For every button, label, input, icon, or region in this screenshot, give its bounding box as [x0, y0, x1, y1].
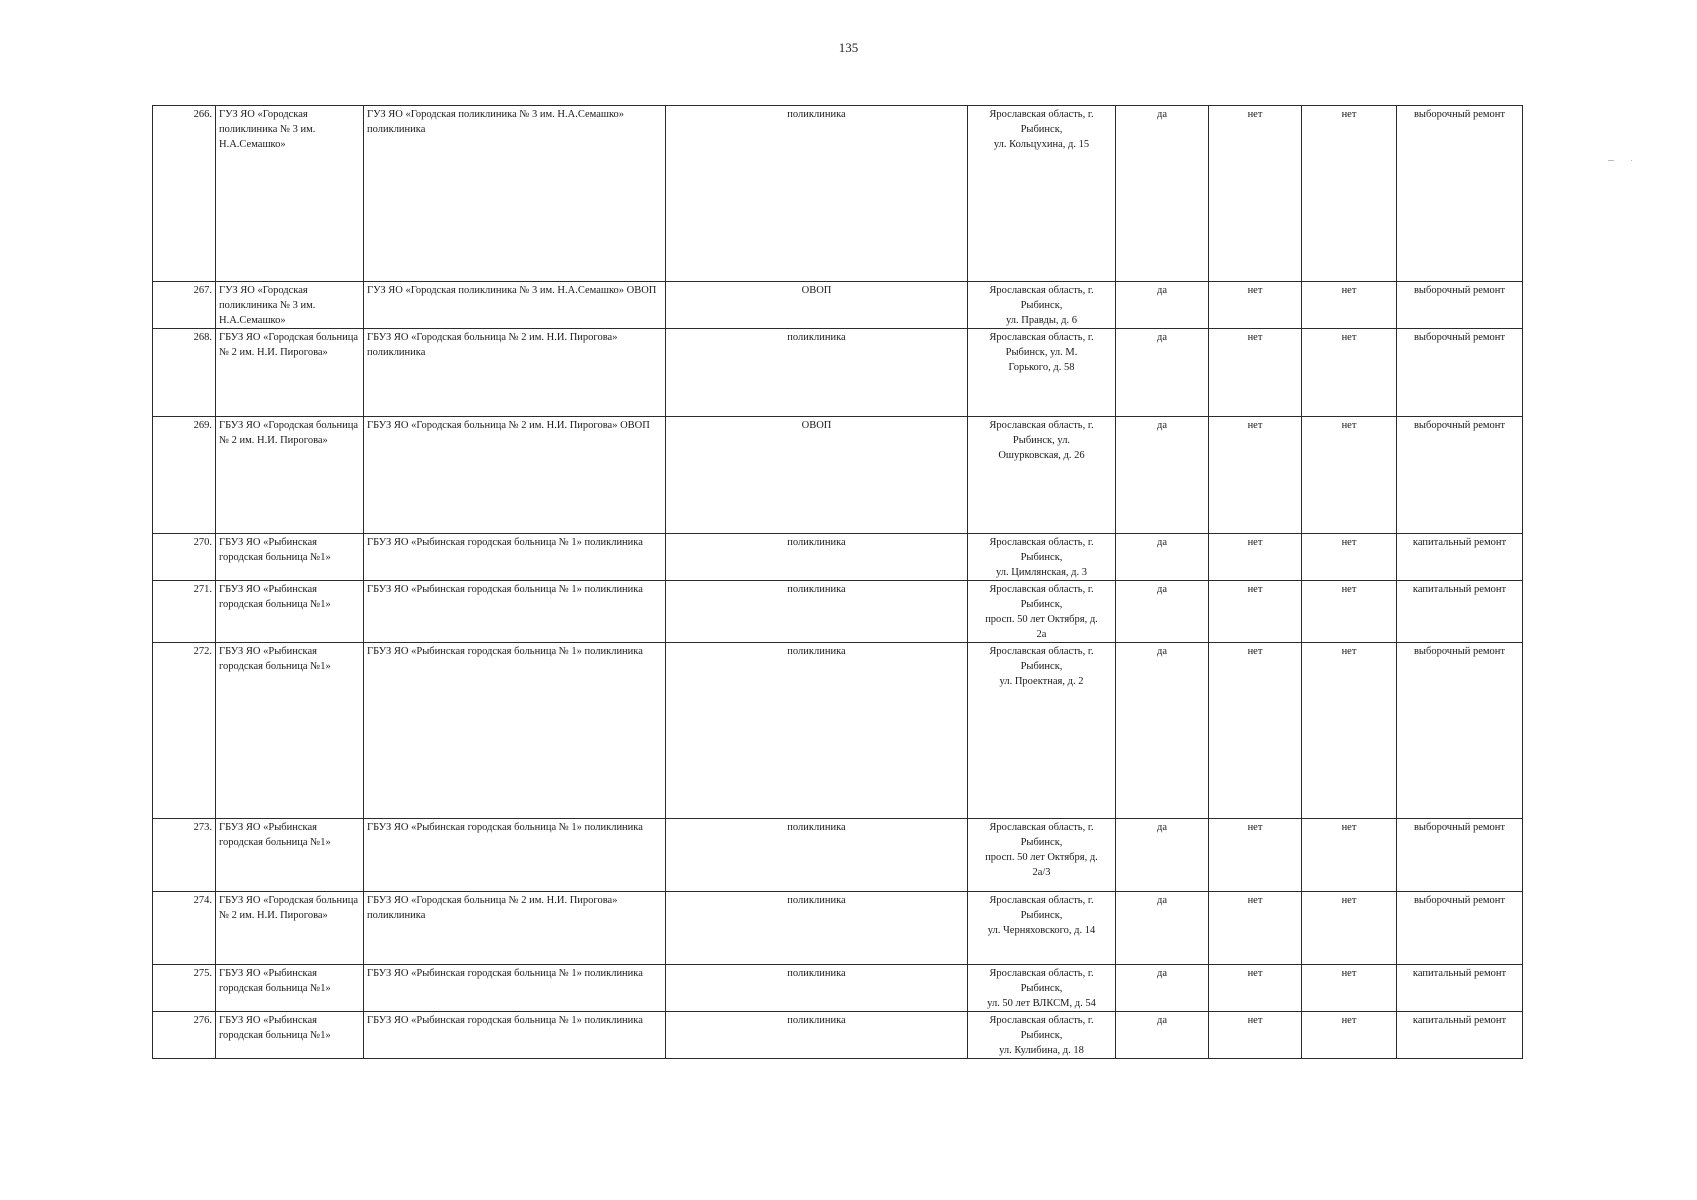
address-line: Рыбинск, [1020, 661, 1063, 672]
flag-no-cell-2: нет [1302, 892, 1397, 965]
registry-table-wrapper [152, 105, 1523, 1059]
repair-type-cell: выборочный ремонт [1397, 643, 1523, 819]
flag-yes-cell: да [1116, 417, 1209, 534]
address-cell [968, 643, 1116, 819]
owner-institution-cell: ГБУЗ ЯО «Рыбинская городская больница №1» [216, 534, 364, 581]
flag-no-cell: нет [1209, 282, 1302, 329]
address-line: Рыбинск, [1020, 599, 1063, 610]
flag-no-cell: нет [1209, 1012, 1302, 1059]
address-line: Ярославская область, г. [989, 895, 1094, 906]
object-name-cell: ГБУЗ ЯО «Рыбинская городская больница № 1» поликлиника [364, 643, 666, 819]
flag-no-cell: нет [1209, 581, 1302, 643]
address-line: Горького, д. 58 [1008, 362, 1075, 373]
address-line: Ярославская область, г. [989, 285, 1094, 296]
flag-yes-cell: да [1116, 581, 1209, 643]
address-line: Ярославская область, г. [989, 109, 1094, 120]
object-type-cell: поликлиника [666, 643, 968, 819]
object-name-cell: ГБУЗ ЯО «Городская больница № 2 им. Н.И. Пирогова» ОВОП [364, 417, 666, 534]
table-row [153, 965, 1523, 1012]
flag-no-cell-2: нет [1302, 965, 1397, 1012]
repair-type-cell: выборочный ремонт [1397, 892, 1523, 965]
flag-yes-cell: да [1116, 329, 1209, 417]
row-number-cell: 274. [153, 892, 216, 965]
repair-type-cell: выборочный ремонт [1397, 417, 1523, 534]
address-line: Ярославская область, г. [989, 968, 1094, 979]
address-line: ул. Кулибина, д. 18 [999, 1045, 1084, 1056]
address-cell [968, 534, 1116, 581]
flag-no-cell-2: нет [1302, 819, 1397, 892]
flag-yes-cell: да [1116, 819, 1209, 892]
row-number-cell: 269. [153, 417, 216, 534]
object-name-cell: ГБУЗ ЯО «Городская больница № 2 им. Н.И. Пирогова» поликлиника [364, 892, 666, 965]
page-number: 135 [838, 40, 859, 55]
row-number-cell: 271. [153, 581, 216, 643]
repair-type-cell: выборочный ремонт [1397, 106, 1523, 282]
object-name-cell: ГБУЗ ЯО «Рыбинская городская больница № 1» поликлиника [364, 581, 666, 643]
object-type-cell: поликлиника [666, 819, 968, 892]
address-line: Ошурковская, д. 26 [998, 450, 1085, 461]
table-row [153, 892, 1523, 965]
object-name-cell: ГБУЗ ЯО «Рыбинская городская больница № 1» поликлиника [364, 534, 666, 581]
table-row [153, 581, 1523, 643]
object-name-cell: ГБУЗ ЯО «Городская больница № 2 им. Н.И. Пирогова» поликлиника [364, 329, 666, 417]
row-number-cell: 272. [153, 643, 216, 819]
object-type-cell: поликлиника [666, 329, 968, 417]
address-cell [968, 282, 1116, 329]
table-row [153, 643, 1523, 819]
address-line: Ярославская область, г. [989, 420, 1094, 431]
flag-yes-cell: да [1116, 892, 1209, 965]
address-line: ул. Черняховского, д. 14 [987, 925, 1096, 936]
owner-institution-cell: ГБУЗ ЯО «Городская больница № 2 им. Н.И. Пирогова» [216, 417, 364, 534]
repair-type-cell: капитальный ремонт [1397, 965, 1523, 1012]
row-number-cell: 270. [153, 534, 216, 581]
flag-yes-cell: да [1116, 965, 1209, 1012]
table-body [153, 106, 1523, 1059]
registry-table [152, 105, 1523, 1059]
object-type-cell: поликлиника [666, 581, 968, 643]
repair-type-cell: капитальный ремонт [1397, 534, 1523, 581]
row-number-cell: 275. [153, 965, 216, 1012]
address-line: Ярославская область, г. [989, 584, 1094, 595]
repair-type-cell: выборочный ремонт [1397, 329, 1523, 417]
repair-type-cell: выборочный ремонт [1397, 282, 1523, 329]
address-line: 2а [1036, 629, 1047, 640]
owner-institution-cell: ГБУЗ ЯО «Городская больница № 2 им. Н.И. Пирогова» [216, 892, 364, 965]
flag-yes-cell: да [1116, 534, 1209, 581]
owner-institution-cell: ГБУЗ ЯО «Рыбинская городская больница №1» [216, 965, 364, 1012]
address-cell [968, 892, 1116, 965]
address-line: Рыбинск, ул. [1012, 435, 1071, 446]
address-line: Рыбинск, [1020, 552, 1063, 563]
object-name-cell: ГБУЗ ЯО «Рыбинская городская больница № 1» поликлиника [364, 1012, 666, 1059]
owner-institution-cell: ГБУЗ ЯО «Рыбинская городская больница №1» [216, 643, 364, 819]
address-line: Рыбинск, [1020, 1030, 1063, 1041]
row-number-cell: 273. [153, 819, 216, 892]
address-cell [968, 329, 1116, 417]
flag-yes-cell: да [1116, 106, 1209, 282]
address-line: Ярославская область, г. [989, 646, 1094, 657]
address-line: ул. 50 лет ВЛКСМ, д. 54 [987, 998, 1096, 1009]
flag-no-cell: нет [1209, 106, 1302, 282]
address-cell [968, 1012, 1116, 1059]
owner-institution-cell: ГБУЗ ЯО «Рыбинская городская больница №1» [216, 581, 364, 643]
repair-type-cell: капитальный ремонт [1397, 1012, 1523, 1059]
address-line: Ярославская область, г. [989, 537, 1094, 548]
table-row [153, 1012, 1523, 1059]
object-type-cell: поликлиника [666, 892, 968, 965]
row-number-cell: 266. [153, 106, 216, 282]
flag-yes-cell: да [1116, 1012, 1209, 1059]
table-row [153, 819, 1523, 892]
address-line: Ярославская область, г. [989, 332, 1094, 343]
row-number-cell: 267. [153, 282, 216, 329]
address-line: ул. Проектная, д. 2 [999, 676, 1084, 687]
address-cell [968, 581, 1116, 643]
object-name-cell: ГУЗ ЯО «Городская поликлиника № 3 им. Н.А.Семашко» поликлиника [364, 106, 666, 282]
flag-no-cell-2: нет [1302, 329, 1397, 417]
object-name-cell: ГБУЗ ЯО «Рыбинская городская больница № 1» поликлиника [364, 819, 666, 892]
address-line: просп. 50 лет Октября, д. [985, 852, 1098, 863]
flag-no-cell: нет [1209, 417, 1302, 534]
owner-institution-cell: ГБУЗ ЯО «Городская больница № 2 им. Н.И. Пирогова» [216, 329, 364, 417]
object-name-cell: ГБУЗ ЯО «Рыбинская городская больница № 1» поликлиника [364, 965, 666, 1012]
flag-no-cell-2: нет [1302, 282, 1397, 329]
address-line: 2а/3 [1032, 867, 1051, 878]
object-type-cell: поликлиника [666, 965, 968, 1012]
address-line: Рыбинск, [1020, 837, 1063, 848]
address-line: ул. Правды, д. 6 [1006, 315, 1077, 326]
flag-no-cell: нет [1209, 965, 1302, 1012]
address-line: Ярославская область, г. [989, 822, 1094, 833]
flag-no-cell: нет [1209, 534, 1302, 581]
repair-type-cell: выборочный ремонт [1397, 819, 1523, 892]
table-row [153, 417, 1523, 534]
address-line: Рыбинск, [1020, 300, 1063, 311]
address-cell [968, 819, 1116, 892]
flag-no-cell-2: нет [1302, 417, 1397, 534]
address-cell [968, 106, 1116, 282]
scan-artifact-mark [1608, 160, 1614, 161]
flag-no-cell-2: нет [1302, 106, 1397, 282]
flag-no-cell: нет [1209, 329, 1302, 417]
flag-yes-cell: да [1116, 282, 1209, 329]
owner-institution-cell: ГУЗ ЯО «Городская поликлиника № 3 им. Н.А.Семашко» [216, 106, 364, 282]
object-name-cell: ГУЗ ЯО «Городская поликлиника № 3 им. Н.А.Семашко» ОВОП [364, 282, 666, 329]
table-row [153, 282, 1523, 329]
repair-type-cell: капитальный ремонт [1397, 581, 1523, 643]
flag-no-cell: нет [1209, 892, 1302, 965]
address-line: Рыбинск, [1020, 910, 1063, 921]
flag-yes-cell: да [1116, 643, 1209, 819]
flag-no-cell-2: нет [1302, 581, 1397, 643]
object-type-cell: поликлиника [666, 1012, 968, 1059]
table-row [153, 106, 1523, 282]
flag-no-cell: нет [1209, 819, 1302, 892]
address-line: Рыбинск, [1020, 983, 1063, 994]
flag-no-cell-2: нет [1302, 1012, 1397, 1059]
scan-artifact-dot [1631, 160, 1632, 161]
flag-no-cell-2: нет [1302, 643, 1397, 819]
address-cell [968, 965, 1116, 1012]
row-number-cell: 276. [153, 1012, 216, 1059]
object-type-cell: ОВОП [666, 417, 968, 534]
owner-institution-cell: ГБУЗ ЯО «Рыбинская городская больница №1» [216, 1012, 364, 1059]
address-cell [968, 417, 1116, 534]
object-type-cell: поликлиника [666, 106, 968, 282]
flag-no-cell-2: нет [1302, 534, 1397, 581]
object-type-cell: ОВОП [666, 282, 968, 329]
address-line: просп. 50 лет Октября, д. [985, 614, 1098, 625]
flag-no-cell: нет [1209, 643, 1302, 819]
owner-institution-cell: ГУЗ ЯО «Городская поликлиника № 3 им. Н.А.Семашко» [216, 282, 364, 329]
address-line: Рыбинск, ул. М. [1005, 347, 1078, 358]
address-line: ул. Цимлянская, д. 3 [996, 567, 1087, 578]
address-line: ул. Кольцухина, д. 15 [993, 139, 1090, 150]
address-line: Ярославская область, г. [989, 1015, 1094, 1026]
table-row [153, 329, 1523, 417]
table-row [153, 534, 1523, 581]
row-number-cell: 268. [153, 329, 216, 417]
owner-institution-cell: ГБУЗ ЯО «Рыбинская городская больница №1» [216, 819, 364, 892]
address-line: Рыбинск, [1020, 124, 1063, 135]
object-type-cell: поликлиника [666, 534, 968, 581]
